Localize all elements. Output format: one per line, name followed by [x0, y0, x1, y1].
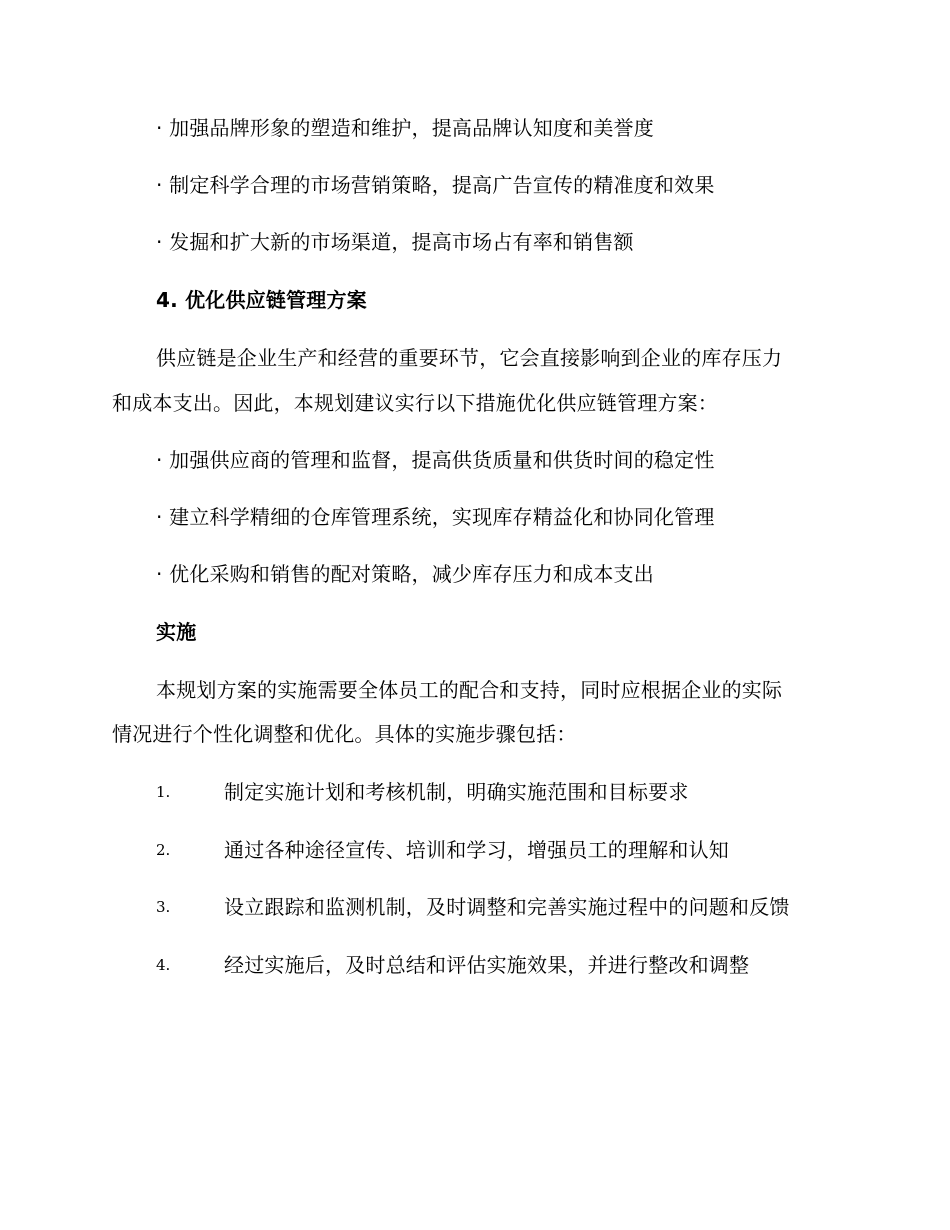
step-text: 经过实施后，及时总结和评估实施效果，并进行整改和调整	[224, 953, 750, 977]
bullet-item: · 加强品牌形象的塑造和维护，提高品牌认知度和美誉度	[156, 116, 654, 140]
paragraph-line: 供应链是企业生产和经营的重要环节，它会直接影响到企业的库存压力	[156, 346, 783, 370]
step-number: 3.	[156, 898, 171, 916]
bullet-item: · 制定科学合理的市场营销策略，提高广告宣传的精准度和效果	[156, 173, 715, 197]
bullet-item: · 发掘和扩大新的市场渠道，提高市场占有率和销售额	[156, 230, 634, 254]
bullet-item: · 优化采购和销售的配对策略，减少库存压力和成本支出	[156, 562, 654, 586]
step-number: 1.	[156, 783, 171, 801]
step-number: 2.	[156, 841, 171, 859]
section-heading: 实施	[156, 620, 197, 644]
paragraph-line: 和成本支出。因此，本规划建议实行以下措施优化供应链管理方案：	[112, 391, 718, 415]
paragraph-line: 本规划方案的实施需要全体员工的配合和支持，同时应根据企业的实际	[156, 678, 783, 702]
step-text: 通过各种途径宣传、培训和学习，增强员工的理解和认知	[224, 838, 729, 862]
section-heading: 4. 优化供应链管理方案	[156, 288, 367, 312]
step-number: 4.	[156, 956, 171, 974]
bullet-item: · 建立科学精细的仓库管理系统，实现库存精益化和协同化管理	[156, 505, 715, 529]
step-text: 制定实施计划和考核机制，明确实施范围和目标要求	[224, 780, 689, 804]
bullet-item: · 加强供应商的管理和监督，提高供货质量和供货时间的稳定性	[156, 448, 715, 472]
step-text: 设立跟踪和监测机制，及时调整和完善实施过程中的问题和反馈	[224, 895, 790, 919]
paragraph-line: 情况进行个性化调整和优化。具体的实施步骤包括：	[112, 722, 577, 746]
